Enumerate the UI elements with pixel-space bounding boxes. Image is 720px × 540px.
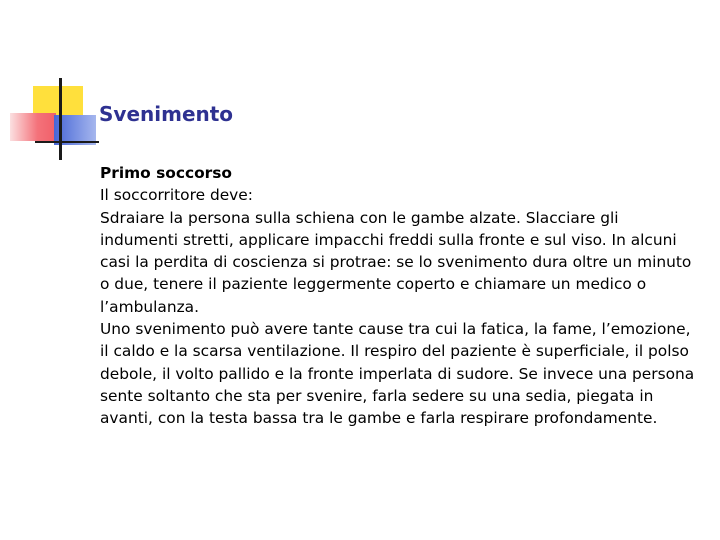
slide-title: Svenimento bbox=[99, 102, 234, 126]
paragraph-instructions: Sdraiare la persona sulla schiena con le gambe alzate. Slacciare gli indumenti stretti, applicare impacchi freddi sulla fronte e sul viso. In alcuni casi la perdita di coscienza si protrae: se lo svenimento dura oltre un minuto o due, tenere il paziente leggermente coperto e chiamare un medico o l’ambulanza. bbox=[100, 208, 692, 316]
paragraph-intro: Il soccorritore deve: bbox=[100, 186, 253, 205]
deco-horizontal-line bbox=[35, 141, 99, 143]
slide-decoration bbox=[0, 0, 100, 170]
deco-red-bar bbox=[10, 113, 56, 141]
deco-vertical-line bbox=[59, 78, 62, 160]
paragraph-causes: Uno svenimento può avere tante cause tra cui la fatica, la fame, l’emozione, il caldo e la scarsa ventilazione. Il respiro del paziente è superficiale, il polso debole, il volto pallido e la fronte imperlata di sudore. Se invece una persona sente soltanto che sta per svenire, farla sedere su una sedia, piegata in avanti, con la testa bassa tra le gambe e farla respirare profondamente. bbox=[100, 320, 695, 428]
slide-subtitle: Primo soccorso bbox=[100, 164, 232, 182]
slide-body bbox=[100, 162, 700, 430]
